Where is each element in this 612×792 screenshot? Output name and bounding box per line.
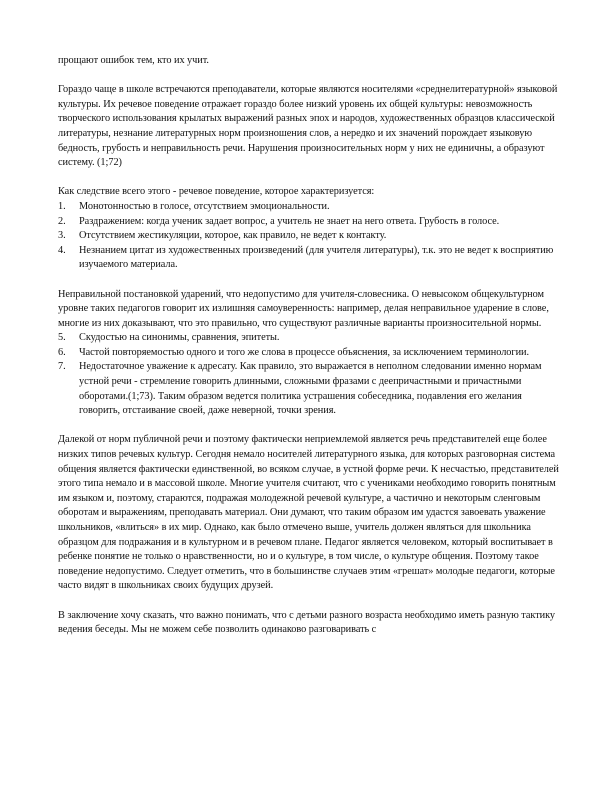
list-text: Незнанием цитат из художественных произведений (для учителя литературы), т.к. это не ведет к восприятию изучаемого материала. [79,244,554,271]
list-number: 7. [58,361,66,373]
list-item [58,360,560,418]
list-number: 3. [58,230,66,242]
characteristics-list-a [58,200,560,273]
list-item [58,331,560,346]
paragraph-public-speech: Далекой от норм публичной речи и поэтому фактически неприемлемой является речь представителей еще более низких типов речевых культур. Сегодня немало носителей литературного языка, для которых разговорная система общения является фактически единственной, во всяком случае, в устной форме речи. К несчастью, представителей этого типа немало и в массовой школе. Многие учителя считают, что с учениками необходимо говорить понятным им языком и, поэтому, стараются, подражая молодежной речевой культуре, а частично и некоторым сленговым оборотам и выражениям, преподавать материал. Они думают, что таким образом им удастся завоевать уважение школьников, «влиться» в их мир. Однако, как было отмечено выше, учитель должен являться для школьника образцом для подражания и в культурном и в речевом плане. Педагог является человеком, который воспитывает в ребенке понятие не только о нравственности, но и о культуре, в том числе, о культуре общения. Поэтому такое поведение недопустимо. Следует отметить, что в большинстве случаев этим «грешат» молодые педагоги, которые часто видят в школьниках своих будущих друзей. [58,434,559,592]
list-item [58,244,560,273]
list-number: 6. [58,346,66,358]
list-item [58,215,560,230]
list-number: 4. [58,244,66,256]
spacer [58,273,560,288]
paragraph-teachers: Гораздо чаще в школе встречаются преподаватели, которые являются носителями «среднелитературной» языковой культуры. Их речевое поведение отражает гораздо более низкий уровень их общей культуры: невозможность творческого использования крылатых выражений разных эпох и народов, художественных образцов классической литературы, незнание литературных норм произношения слов, а нередко и их значений порождает языковую бедность, грубость и неправильность речи. Нарушения произносительных норм у них не единичны, а образуют систему. (1;72) [58,84,558,169]
list-text: Раздражением: когда ученик задает вопрос, а учитель не знает на него ответа. Грубость в голосе. [79,215,500,227]
list-text: Частой повторяемостью одного и того же слова в процессе объяснения, за исключением терминологии. [79,346,530,358]
characteristics-list-b [58,331,560,419]
list-number: 2. [58,215,66,227]
list-text: Скудостью на синонимы, сравнения, эпитеты. [79,332,280,344]
list-item [58,346,560,361]
list-text: Недостаточное уважение к адресату. Как правило, это выражается в неполном следовании именно нормам устной речи - стремление говорить длинными, сложными фразами с деепричастными и причастными оборотами.(1;73). Таким образом ведется политика устрашения собеседника, подавления его желания говорить, отстаивание своей, даже неверной, точки зрения. [79,361,542,417]
paragraph-conclusion: В заключение хочу сказать, что важно понимать, что с детьми разного возраста необходимо иметь разную тактику ведения беседы. Мы не можем себе позволить одинаково разговаривать с [58,609,556,636]
list-intro: Как следствие всего этого - речевое поведение, которое характеризуется: [58,186,375,198]
list-item [58,200,560,215]
list-text: Монотонностью в голосе, отсутствием эмоциональности. [79,200,330,212]
opening-line: прощают ошибок тем, кто их учит. [58,55,209,66]
spacer [58,419,560,434]
document-body [58,54,560,638]
list-text: Отсутствием жестикуляции, которое, как правило, не ведет к контакту. [79,230,387,242]
list-number: 1. [58,200,66,212]
list-item [58,229,560,244]
paragraph-stress: Неправильной постановкой ударений, что недопустимо для учителя-словесника. О невысоком общекультурном уровне таких педагогов говорит их излишняя самоуверенность: например, делая неправильное ударение в слове, многие из них доказывают, что это правильно, что существуют различные варианты произносительной нормы. [58,288,549,329]
list-number: 5. [58,332,66,344]
